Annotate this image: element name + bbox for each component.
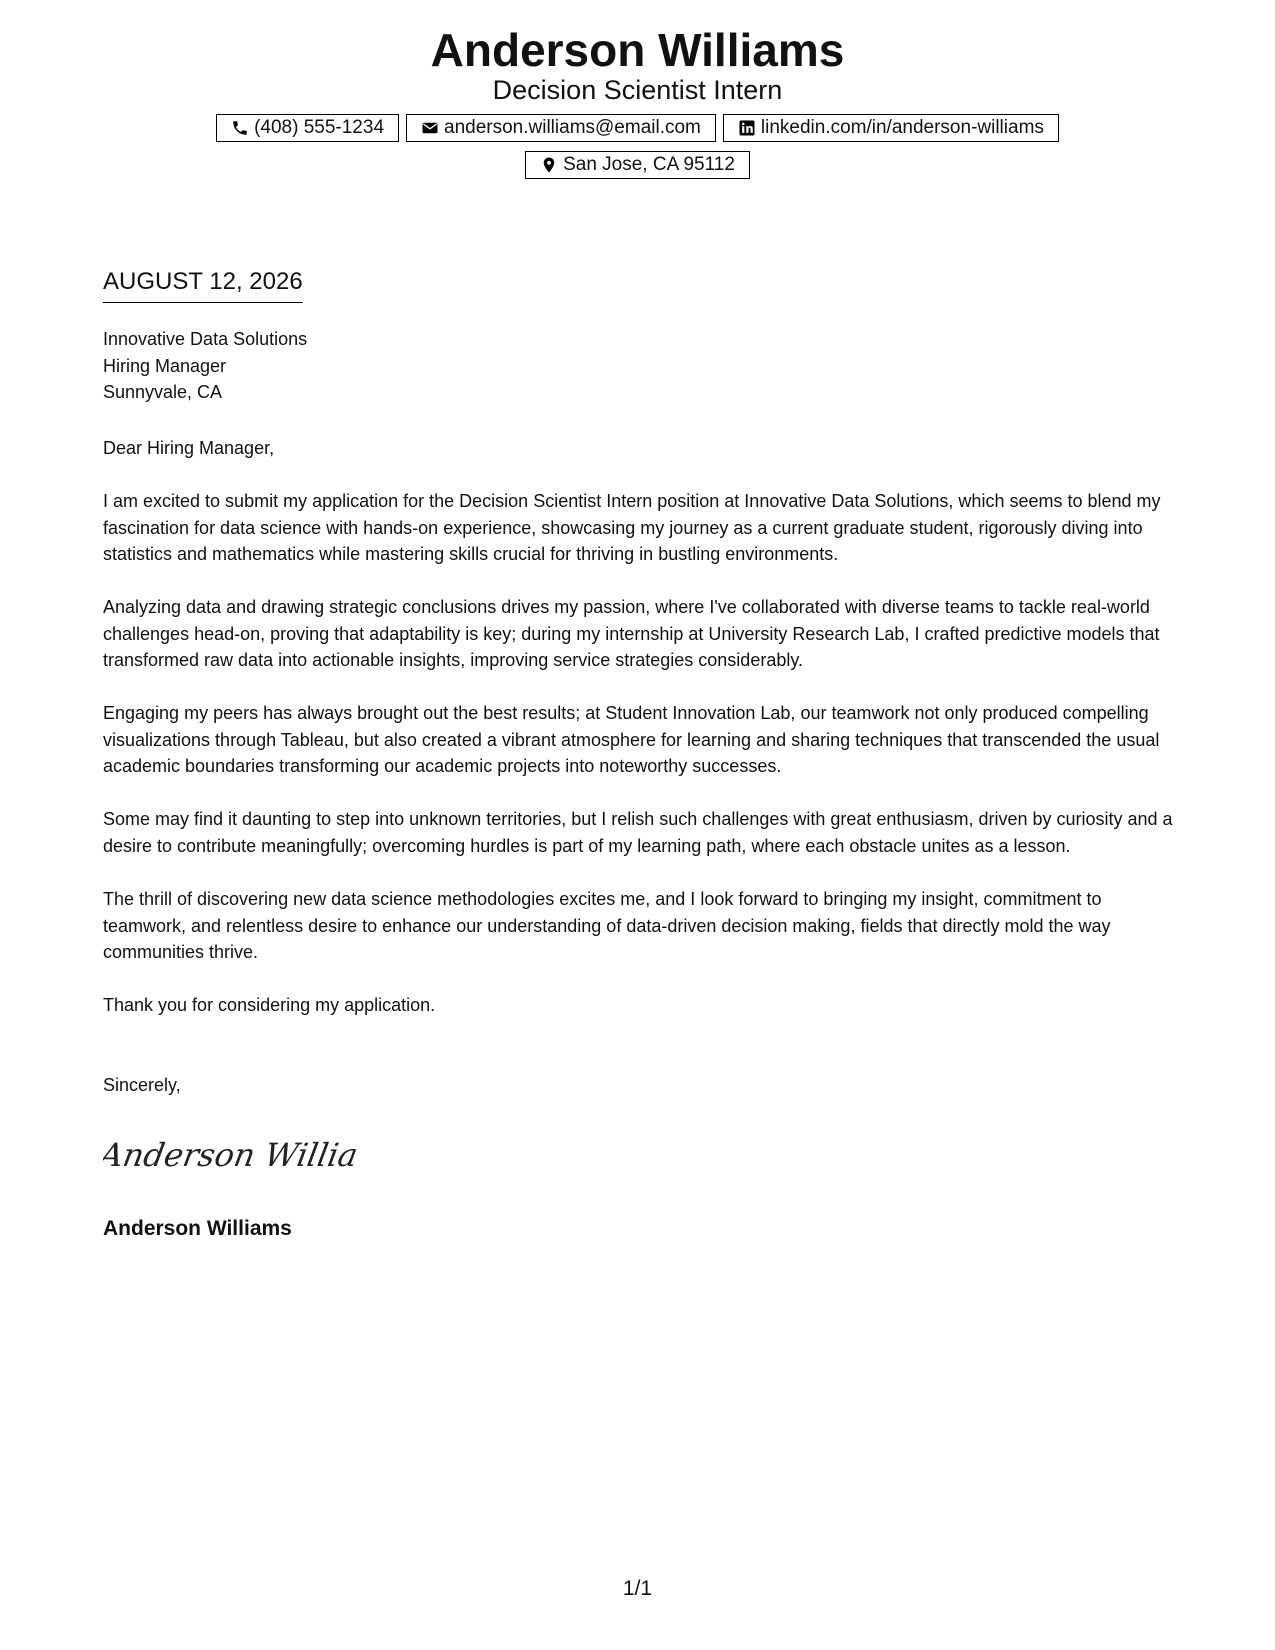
letter-date: AUGUST 12, 2026 — [103, 266, 303, 303]
phone-text: (408) 555-1234 — [254, 117, 385, 138]
contact-row-location — [0, 151, 1275, 179]
signer-name: Anderson Williams — [103, 1217, 292, 1240]
contact-row — [0, 114, 1275, 142]
phone-chip[interactable] — [216, 114, 399, 142]
handwritten-signature — [103, 1128, 373, 1185]
recipient-role: Hiring Manager — [103, 355, 227, 376]
body-paragraph: Analyzing data and drawing strategic conclusions drives my passion, where I've collaborated with diverse teams to tackle real-world challenges head-on, proving that adaptability is key; during my internship at University Research Lab, I crafted predictive models that transformed raw data into actionable insights, improving service strategies considerably. — [103, 597, 1160, 670]
page-number: 1/1 — [622, 1577, 653, 1600]
map-pin-icon — [540, 156, 558, 174]
recipient-block — [103, 326, 1178, 406]
closing-line: Sincerely, — [103, 1075, 181, 1095]
envelope-icon — [421, 119, 439, 137]
linkedin-text: linkedin.com/in/anderson-williams — [760, 117, 1044, 138]
email-chip[interactable] — [406, 114, 716, 142]
email-text: anderson.williams@email.com — [444, 117, 701, 138]
thanks-line: Thank you for considering my application. — [103, 995, 436, 1015]
body-paragraph: Engaging my peers has always brought out the best results; at Student Innovation Lab, our teamwork not only produced compelling visualizations through Tableau, but also created a vibrant atmosphere for learning and sharing techniques that transcended the usual academic boundaries transforming our academic projects into noteworthy successes. — [103, 703, 1160, 776]
applicant-name: Anderson Williams — [430, 24, 845, 76]
body-paragraph: The thrill of discovering new data science methodologies excites me, and I look forward to bringing my insight, commitment to teamwork, and relentless desire to enhance our understanding of data-driven decision making, fields that directly mold the way communities thrive. — [103, 889, 1111, 962]
location-text: San Jose, CA 95112 — [563, 154, 735, 175]
linkedin-chip[interactable] — [723, 114, 1059, 142]
recipient-company: Innovative Data Solutions — [103, 329, 308, 349]
phone-icon — [231, 119, 249, 137]
applicant-title: Decision Scientist Intern — [492, 75, 783, 105]
body-paragraph: Some may find it daunting to step into unknown territories, but I relish such challenges with great enthusiasm, driven by curiosity and a desire to contribute meaningfully; overcoming hurdles is part of my learning path, where each obstacle unites as a lesson. — [103, 809, 1173, 856]
body-paragraph: I am excited to submit my application for the Decision Scientist Intern position at Innovative Data Solutions, which seems to blend my fascination for data science with hands-on experience, showcasing my journey as a current graduate student, rigorously diving into statistics and mathematics while mastering skills crucial for thriving in bustling environments. — [103, 491, 1161, 564]
location-chip — [525, 151, 750, 179]
greeting: Dear Hiring Manager, — [103, 438, 275, 458]
svg-text:Anderson Willia: Anderson Willia — [103, 1136, 361, 1174]
recipient-location: Sunnyvale, CA — [103, 382, 223, 402]
linkedin-icon — [738, 119, 756, 137]
